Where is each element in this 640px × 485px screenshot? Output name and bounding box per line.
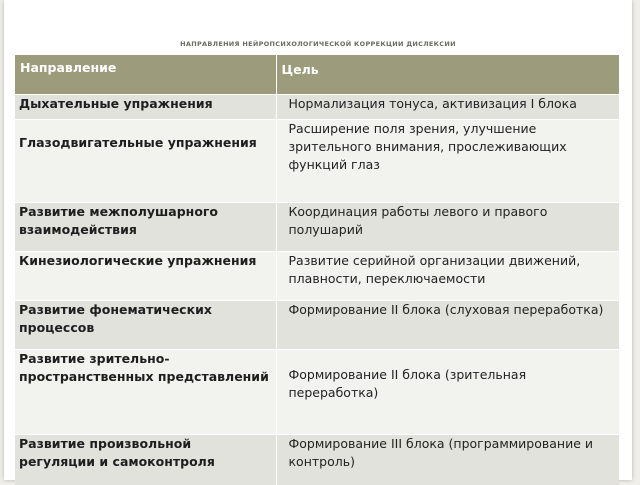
direction-cell: Развитие межполушарного взаимодействия [15, 203, 276, 252]
goal-cell: Координация работы левого и правого полушарий [276, 203, 619, 252]
goal-cell: Развитие серийной организации движений, плавности, переключаемости [276, 252, 619, 301]
goal-cell: Расширение поля зрения, улучшение зрительного внимания, прослеживающих функций глаз [276, 120, 619, 203]
table-row [15, 252, 619, 301]
goal-cell: Формирование II блока (слуховая переработка) [276, 301, 619, 350]
table-row [15, 95, 619, 120]
correction-directions-table [15, 55, 619, 485]
header-goal: Цель [276, 55, 619, 95]
slide [4, 0, 632, 480]
table-header-row [15, 55, 619, 95]
table-row [15, 301, 619, 350]
direction-cell: Глазодвигательные упражнения [15, 120, 276, 203]
direction-cell: Кинезиологические упражнения [15, 252, 276, 301]
direction-cell: Развитие фонематических процессов [15, 301, 276, 350]
direction-cell: Дыхательные упражнения [15, 95, 276, 120]
table-row [15, 203, 619, 252]
direction-cell: Развитие произвольной регуляции и самоконтроля [15, 435, 276, 485]
slide-title: НАПРАВЛЕНИЯ НЕЙРОПСИХОЛОГИЧЕСКОЙ КОРРЕКЦИИ ДИСЛЕКСИИ [4, 40, 632, 48]
table-row [15, 350, 619, 435]
goal-cell: Нормализация тонуса, активизация I блока [276, 95, 619, 120]
header-direction: Направление [15, 55, 276, 95]
table-row [15, 435, 619, 485]
goal-cell: Формирование II блока (зрительная переработка) [276, 350, 619, 435]
table-row [15, 120, 619, 203]
direction-cell: Развитие зрительно-пространственных представлений [15, 350, 276, 435]
goal-cell: Формирование III блока (программирование и контроль) [276, 435, 619, 485]
